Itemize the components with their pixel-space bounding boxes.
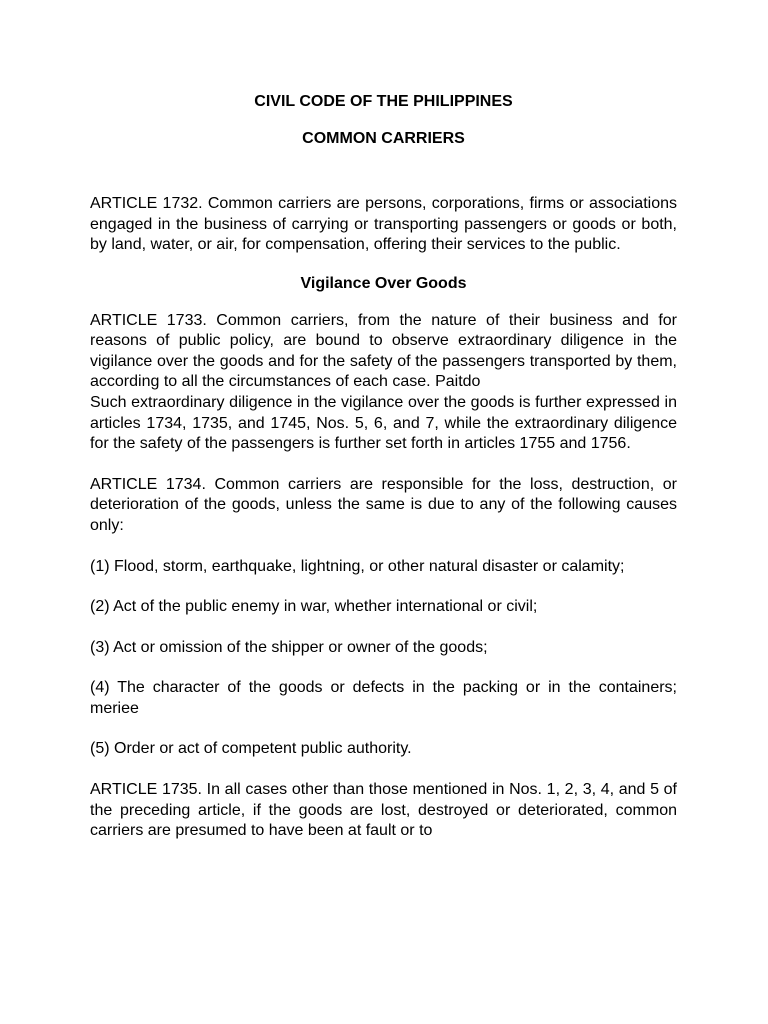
cause-3-item: (3) Act or omission of the shipper or owner of the goods; (90, 638, 488, 656)
article-1733-paragraph: ARTICLE 1733. Common carriers, from the nature of their business and for reasons of public policy, are bound to observe extraordinary diligence in the vigilance over the goods and for the safety of the passengers transported by them, according to all the circumstances of each case. Paitdo (90, 311, 677, 391)
document-subtitle: COMMON CARRIERS (302, 129, 465, 147)
document-page (90, 92, 677, 842)
cause-1-item: (1) Flood, storm, earthquake, lightning, or other natural disaster or calamity; (90, 557, 625, 575)
cause-2-item: (2) Act of the public enemy in war, whether international or civil; (90, 598, 538, 616)
cause-5-item: (5) Order or act of competent public authority. (90, 740, 412, 758)
article-1733-continuation: Such extraordinary diligence in the vigilance over the goods is further expressed in articles 1734, 1735, and 1745, Nos. 5, 6, and 7, while the extraordinary diligence for the safety of the passengers is further set forth in articles 1755 and 1756. (90, 393, 677, 453)
article-1734-paragraph: ARTICLE 1734. Common carriers are responsible for the loss, destruction, or deterioration of the goods, unless the same is due to any of the following causes only: (90, 475, 677, 534)
article-1735-paragraph: ARTICLE 1735. In all cases other than those mentioned in Nos. 1, 2, 3, 4, and 5 of the preceding article, if the goods are lost, destroyed or deteriorated, common carriers are presumed to have been at fault or to (90, 781, 677, 840)
section-heading-vigilance: Vigilance Over Goods (300, 274, 467, 292)
article-1732-paragraph: ARTICLE 1732. Common carriers are persons, corporations, firms or associations engaged in the business of carrying or transporting passengers or goods or both, by land, water, or air, for compensation, offering their services to the public. (90, 195, 677, 254)
document-title: CIVIL CODE OF THE PHILIPPINES (254, 93, 513, 110)
cause-4-item: (4) The character of the goods or defects in the packing or in the containers; meriee (90, 679, 677, 717)
